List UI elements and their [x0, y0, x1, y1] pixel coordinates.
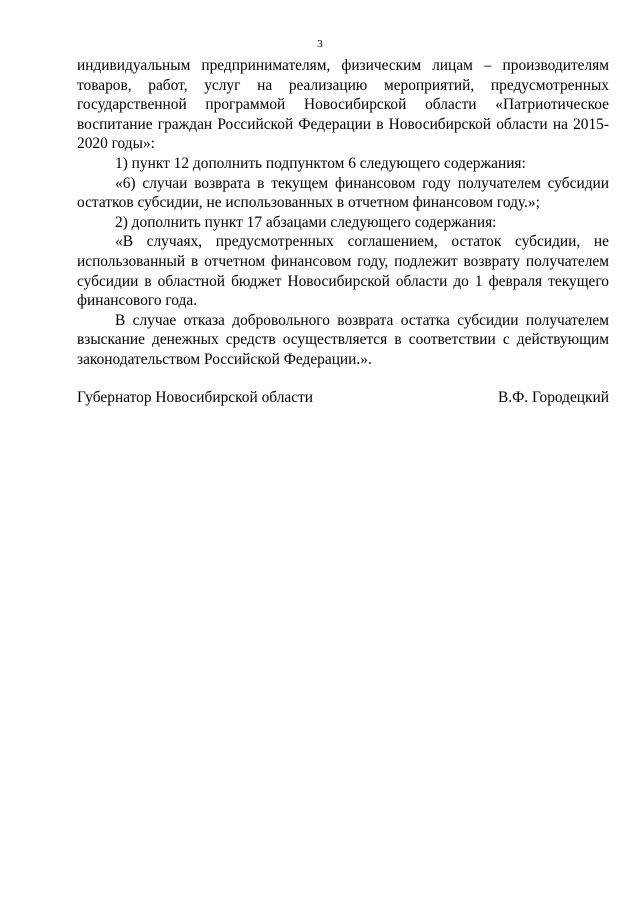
page-number: 3: [317, 38, 323, 50]
signatory-name: В.Ф. Городецкий: [497, 389, 609, 406]
paragraph-item-2: 2) дополнить пункт 17 абзацами следующего содержания:: [115, 213, 497, 231]
paragraph-continuation: индивидуальным предпринимателям, физическим лицам – производителям товаров, работ, услуг на реализацию мероприятий, предусмотренных государственной программой Новосибирской области «Патриотическое воспитание граждан Российской Федерации в Новосибирской области на 2015-2020 годы»:: [77, 57, 609, 153]
signature-block: [77, 388, 609, 408]
paragraph-quote-1: «В случаях, предусмотренных соглашением, остаток субсидии, не использованный в отчетном финансовом году, подлежит возврату получателем субсидии в областной бюджет Новосибирской области до 1 февраля текущего финансового года.: [77, 233, 609, 310]
paragraph-item-1: 1) пункт 12 дополнить подпунктом 6 следующего содержания:: [115, 154, 526, 172]
document-body: [77, 56, 609, 370]
paragraph-subitem-6: «6) случаи возврата в текущем финансовом году получателем субсидии остатков субсидии, не использованных в отчетном финансовом году.»;: [77, 174, 609, 212]
signatory-position: Губернатор Новосибирской области: [77, 389, 314, 406]
paragraph-quote-2: В случае отказа добровольного возврата остатка субсидии получателем взыскание денежных средств осуществляется в соответствии с действующим законодательством Российской Федерации.».: [77, 311, 609, 368]
